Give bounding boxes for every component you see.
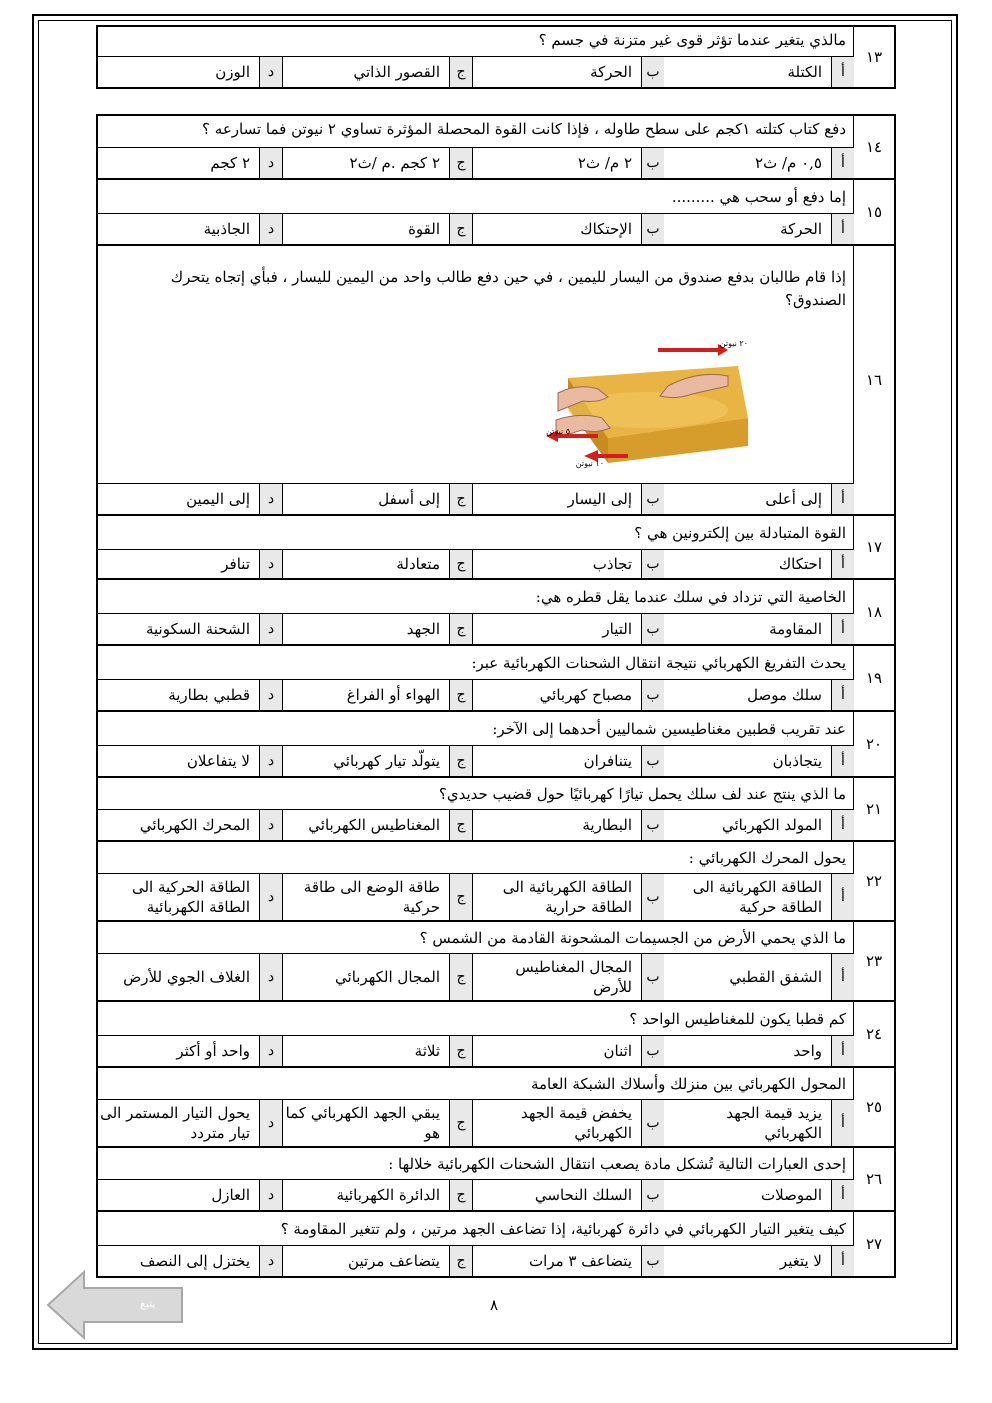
option-a[interactable]: أ المولد الكهربائي	[664, 810, 854, 840]
option-c[interactable]: ج الدائرة الكهربائية	[282, 1180, 472, 1210]
option-a[interactable]: أ يزيد قيمة الجهد الكهربائي	[664, 1100, 854, 1146]
question-text: ما الذي يحمي الأرض من الجسيمات المشحونة القادمة من الشمس ؟	[98, 922, 854, 954]
question-19	[96, 644, 896, 712]
question-23	[96, 920, 896, 1002]
option-a[interactable]: أ احتكاك	[664, 550, 854, 578]
option-b[interactable]: ب تجاذب	[472, 550, 664, 578]
question-text: الخاصية التي تزداد في سلك عندما يقل قطره هي:	[98, 580, 854, 614]
question-number: ١٣	[853, 27, 894, 87]
option-d[interactable]: د إلى اليمين	[94, 484, 282, 514]
option-c[interactable]: ج متعادلة	[282, 550, 472, 578]
next-page-arrow-icon[interactable]	[46, 1270, 186, 1340]
option-a[interactable]: أ الحركة	[664, 214, 854, 244]
question-text: كم قطبا يكون للمغناطيس الواحد ؟	[98, 1002, 854, 1036]
option-b[interactable]: ب يتنافران	[472, 746, 664, 776]
question-text: إحدى العبارات التالية تُشكل مادة يصعب انتقال الشحنات الكهربائية خلالها :	[98, 1148, 854, 1180]
option-b[interactable]: ب الحركة	[472, 57, 664, 87]
question-text: يحول المحرك الكهربائي :	[98, 842, 854, 874]
next-page-label[interactable]: يتبع	[140, 1297, 156, 1310]
option-b[interactable]: ب التيار	[472, 614, 664, 644]
question-number: ١٥	[853, 180, 894, 244]
question-text: يحدث التفريغ الكهربائي نتيجة انتقال الشحنات الكهربائية عبر:	[98, 646, 854, 680]
option-a[interactable]: أ الطاقة الكهربائية الى الطاقة حركية	[664, 874, 854, 920]
question-number: ٢٧	[853, 1212, 894, 1276]
question-18	[96, 578, 896, 646]
question-17	[96, 514, 896, 580]
option-d[interactable]: د الطاقة الحركية الى الطاقة الكهربائية	[94, 874, 282, 920]
option-a[interactable]: أ لا يتغير	[664, 1246, 854, 1276]
question-26	[96, 1146, 896, 1212]
option-b[interactable]: ب ٢ م/ ث٢	[472, 148, 664, 178]
option-a[interactable]: أ الكتلة	[664, 57, 854, 87]
option-a[interactable]: أ واحد	[664, 1036, 854, 1066]
option-d[interactable]: د الجاذبية	[94, 214, 282, 244]
option-d[interactable]: د الوزن	[94, 57, 282, 87]
option-d[interactable]: د يحول التيار المستمر الى تيار متردد	[94, 1100, 282, 1146]
question-number: ٢٤	[853, 1002, 894, 1066]
option-c[interactable]: ج المغناطيس الكهربائي	[282, 810, 472, 840]
option-d[interactable]: د الشحنة السكونية	[94, 614, 282, 644]
option-a[interactable]: أ المقاومة	[664, 614, 854, 644]
option-a[interactable]: أ سلك موصل	[664, 680, 854, 710]
option-a[interactable]: أ الموصلات	[664, 1180, 854, 1210]
question-15	[96, 178, 896, 246]
question-text: المحول الكهربائي بين منزلك وأسلاك الشبكة العامة	[98, 1068, 854, 1100]
option-d[interactable]: د لا يتفاعلان	[94, 746, 282, 776]
option-b[interactable]: ب الطاقة الكهربائية الى الطاقة حرارية	[472, 874, 664, 920]
option-d[interactable]: د يختزل إلى النصف	[94, 1246, 282, 1276]
option-b[interactable]: ب الإحتكاك	[472, 214, 664, 244]
option-b[interactable]: ب يخفض قيمة الجهد الكهربائي	[472, 1100, 664, 1146]
option-c[interactable]: ج طاقة الوضع الى طاقة حركية	[282, 874, 472, 920]
option-d[interactable]: د ٢ كجم	[94, 148, 282, 178]
question-22	[96, 840, 896, 922]
question-text: كيف يتغير التيار الكهربائي في دائرة كهربائية، إذا تضاعف الجهد مرتين ، ولم تتغير المقاومة ؟	[98, 1212, 854, 1246]
option-a[interactable]: أ الشفق القطبي	[664, 954, 854, 1000]
question-text: إذا قام طالبان بدفع صندوق من اليسار لليمين ، في حين دفع طالب واحد من اليمين لليسار ، فبأي إتجاه يتحرك الصندوق؟	[98, 246, 854, 484]
question-number: ١٧	[853, 516, 894, 578]
option-c[interactable]: ج إلى أسفل	[282, 484, 472, 514]
option-b[interactable]: ب السلك النحاسي	[472, 1180, 664, 1210]
question-number: ١٨	[853, 580, 894, 644]
page-number: ٨	[490, 1296, 499, 1314]
option-a[interactable]: أ إلى أعلى	[664, 484, 854, 514]
option-d[interactable]: د المحرك الكهربائي	[94, 810, 282, 840]
option-c[interactable]: ج القصور الذاتي	[282, 57, 472, 87]
option-b[interactable]: ب مصباح كهربائي	[472, 680, 664, 710]
box-push-illustration	[448, 338, 748, 473]
option-d[interactable]: د قطبي بطارية	[94, 680, 282, 710]
question-number: ٢٢	[853, 842, 894, 920]
question-number: ١٦	[853, 246, 894, 514]
question-13	[96, 25, 896, 89]
option-d[interactable]: د تنافر	[94, 550, 282, 578]
force-label-bottom: ١٠ نيوتن	[575, 459, 604, 468]
question-27	[96, 1210, 896, 1278]
option-b[interactable]: ب البطارية	[472, 810, 664, 840]
option-c[interactable]: ج يبقي الجهد الكهربائي كما هو	[282, 1100, 472, 1146]
option-d[interactable]: د الغلاف الجوي للأرض	[94, 954, 282, 1000]
question-number: ٢٣	[853, 922, 894, 1000]
option-d[interactable]: د العازل	[94, 1180, 282, 1210]
question-number: ١٤	[853, 116, 894, 178]
question-25	[96, 1066, 896, 1148]
question-number: ٢٥	[853, 1068, 894, 1146]
force-label-top: ٢٠ نيوتن	[719, 339, 748, 348]
option-c[interactable]: ج المجال الكهربائي	[282, 954, 472, 1000]
option-b[interactable]: ب المجال المغناطيس للأرض	[472, 954, 664, 1000]
force-label-mid: ٥ نيوتن	[546, 427, 570, 436]
option-d[interactable]: د واحد أو أكثر	[94, 1036, 282, 1066]
option-c[interactable]: ج يتولّد تيار كهربائي	[282, 746, 472, 776]
option-a[interactable]: أ ٠,٥ م/ ث٢	[664, 148, 854, 178]
question-number: ٢١	[853, 778, 894, 840]
question-text: عند تقريب قطبين مغناطيسين شماليين أحدهما إلى الآخر:	[98, 712, 854, 746]
question-number: ٢٠	[853, 712, 894, 776]
question-text: مالذي يتغير عندما تؤثر قوى غير متزنة في جسم ؟	[98, 27, 854, 57]
question-text: دفع كتاب كتلته ١كجم على سطح طاوله ، فإذا كانت القوة المحصلة المؤثرة تساوي ٢ نيوتن فما تسارعه ؟	[98, 116, 854, 148]
question-text: القوة المتبادلة بين إلكترونين هي ؟	[98, 516, 854, 550]
question-number: ٢٦	[853, 1148, 894, 1210]
question-21	[96, 776, 896, 842]
option-c[interactable]: ج القوة	[282, 214, 472, 244]
option-b[interactable]: ب إلى اليسار	[472, 484, 664, 514]
question-14	[96, 114, 896, 180]
question-number: ١٩	[853, 646, 894, 710]
option-c[interactable]: ج الجهد	[282, 614, 472, 644]
option-c[interactable]: ج الهواء أو الفراغ	[282, 680, 472, 710]
option-b[interactable]: ب يتضاعف ٣ مرات	[472, 1246, 664, 1276]
question-24	[96, 1000, 896, 1068]
option-c[interactable]: ج ثلاثة	[282, 1036, 472, 1066]
question-20	[96, 710, 896, 778]
option-b[interactable]: ب اثنان	[472, 1036, 664, 1066]
option-c[interactable]: ج ٢ كجم .م /ث٢	[282, 148, 472, 178]
option-a[interactable]: أ يتجاذبان	[664, 746, 854, 776]
option-c[interactable]: ج يتضاعف مرتين	[282, 1246, 472, 1276]
question-text: ما الذي ينتج عند لف سلك يحمل تيارًا كهربائيًا حول قضيب حديدي؟	[98, 778, 854, 810]
question-text: إما دفع أو سحب هي .........	[98, 180, 854, 214]
